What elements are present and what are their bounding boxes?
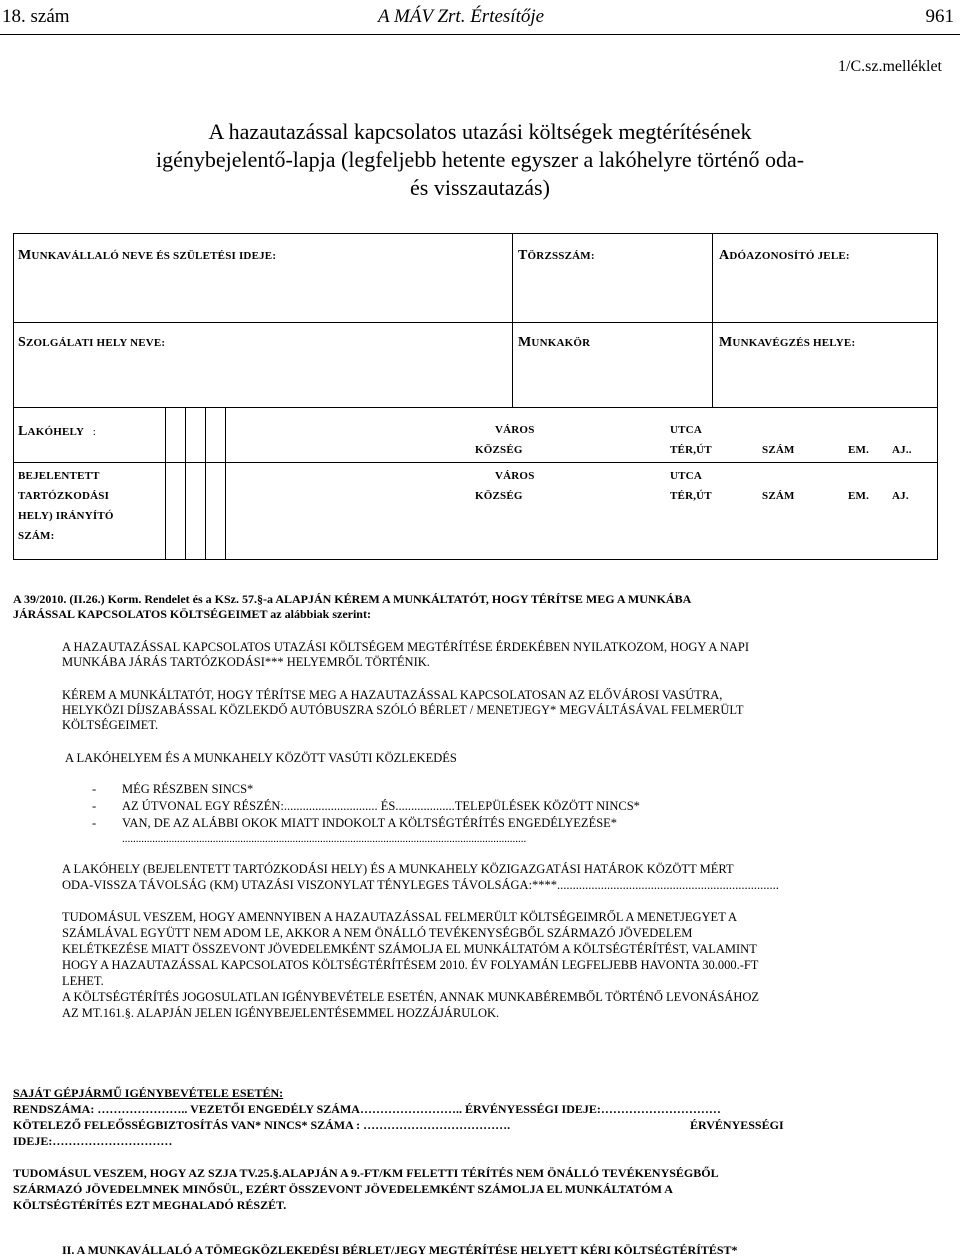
acknowledgement-line-1: TUDOMÁSUL VESZEM, HOGY AMENNYIBEN A HAZAUTAZÁSSAL FELMERÜLT KÖLTSÉGEIMRŐL A MENETJEGYET A (62, 910, 738, 924)
insurance-validity-label: ÉRVÉNYESSÉGI (690, 1118, 784, 1132)
form-title-line-1: A hazautazással kapcsolatos utazási költségek megtérítésének (208, 119, 752, 144)
zip-cell-divider-1 (165, 407, 166, 560)
rail-option-dash-2: - (92, 799, 97, 813)
row-divider-3 (13, 462, 938, 463)
form-title-line-3: és visszautazás) (410, 175, 550, 200)
acknowledgement-line-4: HOGY A HAZAUTAZÁSSAL KAPCSOLATOS KÖLTSÉGTÉRÍTÉSEM 2010. ÉV FOLYAMÁN LEGFELJEBB HAVONTA 30.000.-FT (62, 958, 759, 972)
registry-number-label[interactable]: TÖRZSSZÁM: (518, 248, 595, 263)
zip-cell-divider-2 (185, 407, 186, 560)
registered-address-label-1: BEJELENTETT (18, 470, 100, 482)
employee-data-table (13, 233, 938, 560)
rail-reason-field[interactable]: ................................................................................................................................................... (122, 833, 527, 845)
city-label: VÁROS (495, 424, 535, 436)
residence-label[interactable]: LAKÓHELY : (18, 424, 96, 439)
decree-line-1: A 39/2010. (II.26.) Korm. Rendelet és a KSz. 57.§-a ALAPJÁN KÉREM A MUNKÁLTATÓT, HOGY TÉRÍTSE MEG A MUNKÁBA (13, 592, 692, 606)
zip-cell-divider-4 (225, 407, 226, 560)
insurance-validity-field[interactable]: IDEJE:………………………… (13, 1134, 173, 1148)
floor-label: EM. (848, 444, 870, 456)
col-divider-1 (512, 233, 513, 407)
work-location-label[interactable]: MUNKAVÉGZÉS HELYE: (719, 335, 856, 350)
acknowledgement-line-5: LEHET. (62, 974, 104, 988)
insurance-line[interactable]: KÖTELEZŐ FELEŐSSÉGBIZTOSÍTÁS VAN* NINCS* SZÁMA : ………………………………. (13, 1118, 511, 1132)
szja-notice-line-2: SZÁRMAZÓ JÖVEDELMNEK MINŐSÜL, EZÉRT ÖSSZEVONT JÖVEDELEMKÉNT SZÁMOLJA EL MUNKÁLTATÓM A (13, 1182, 673, 1196)
registered-address-label-3: HELY) IRÁNYÍTÓ (18, 510, 114, 522)
village-label: KÖZSÉG (475, 444, 523, 456)
rail-option-2[interactable]: AZ ÚTVONAL EGY RÉSZÉN:.............................. ÉS...................TELEPÜLÉSEK KÖZÖTT NINCS* (122, 799, 640, 813)
form-title-line-2: igénybejelentő-lapja (legfeljebb hetente egyszer a lakóhelyre történő oda- (155, 147, 805, 172)
request-line-2: HELYKÖZI DÍJSZABÁSSAL KÖZLEKDŐ AUTÓBUSZRA SZÓLÓ BÉRLET / MENETJEGY* MEGVÁLTÁSÁVAL FELMERÜLT (62, 703, 744, 717)
house-number-label-2: SZÁM (762, 490, 795, 502)
request-line-3: KÖLTSÉGEIMET. (62, 718, 159, 732)
door-label: AJ.. (892, 444, 912, 456)
rail-transport-heading: A LAKÓHELYEM ÉS A MUNKAHELY KÖZÖTT VASÚTI KÖZLEKEDÉS (65, 751, 457, 765)
house-number-label: SZÁM (762, 444, 795, 456)
rail-option-dash-3: - (92, 816, 97, 830)
szja-notice-line-3: KÖLTSÉGTÉRÍTÉS EZT MEGHALADÓ RÉSZÉT. (13, 1198, 287, 1212)
decree-line-2: JÁRÁSSAL KAPCSOLATOS KÖLTSÉGEIMET az alábbiak szerint: (13, 607, 371, 621)
row-divider-1 (13, 322, 938, 323)
acknowledgement-line-3: KELÉTKEZÉSE MIATT ÖSSZEVONT JÖVEDELEMKÉNT SZÁMOLJA EL MUNKÁLTATÓM A KÖLTSÉGTÉRÍTÉST, VALAMINT (62, 942, 757, 956)
door-label-2: AJ. (892, 490, 909, 502)
journal-title: A MÁV Zrt. Értesítője (378, 6, 545, 27)
job-title-label[interactable]: MUNKAKÖR (518, 335, 591, 350)
zip-cell-divider-3 (205, 407, 206, 560)
distance-line-2[interactable]: ODA-VISSZA TÁVOLSÁG (KM) UTAZÁSI VISZONYLAT TÉNYLEGES TÁVOLSÁGA:****....................................................................... (62, 878, 779, 892)
tax-id-label[interactable]: ADÓAZONOSÍTÓ JELE: (719, 248, 850, 263)
acknowledgement-line-7: AZ MT.161.§. ALAPJÁN JELEN IGÉNYBEJELENTÉSEMMEL HOZZÁJÁRULOK. (62, 1006, 500, 1020)
distance-line-1: A LAKÓHELY (BEJELENTETT TARTÓZKODÁSI HELY) ÉS A MUNKAHELY KÖZIGAZGATÁSI HATÁROK KÖZÖTT MÉRT (62, 862, 734, 876)
annex-label: 1/C.sz.melléklet (838, 58, 942, 75)
village-label-2: KÖZSÉG (475, 490, 523, 502)
rail-option-dash-1: - (92, 782, 97, 796)
floor-label-2: EM. (848, 490, 870, 502)
declaration-line-2: MUNKÁBA JÁRÁS TARTÓZKODÁSI*** HELYEMRŐL TÖRTÉNIK. (62, 655, 430, 669)
col-divider-2 (712, 233, 713, 407)
section-ii-heading: II. A MUNKAVÁLLALÓ A TÖMEGKÖZLEKEDÉSI BÉRLET/JEGY MEGTÉRÍTÉSE HELYETT KÉRI KÖLTSÉGTÉRÍTÉST* (62, 1243, 738, 1257)
row-divider-2 (13, 407, 938, 408)
rail-option-3[interactable]: VAN, DE AZ ALÁBBI OKOK MIATT INDOKOLT A KÖLTSÉGTÉRÍTÉS ENGEDÉLYEZÉSE* (122, 816, 618, 830)
declaration-line-1: A HAZAUTAZÁSSAL KAPCSOLATOS UTAZÁSI KÖLTSÉGEM MEGTÉRÍTÉSE ÉRDEKÉBEN NYILATKOZOM, HOGY A NAPI (62, 640, 750, 654)
header-rule (0, 34, 960, 35)
acknowledgement-line-6: A KÖLTSÉGTÉRÍTÉS JOGOSULATLAN IGÉNYBEVÉTELE ESETÉN, ANNAK MUNKABÉREMBŐL TÖRTÉNŐ LEVONÁSÁHOZ (62, 990, 760, 1004)
city-label-2: VÁROS (495, 470, 535, 482)
street-label: UTCA (670, 424, 702, 436)
own-vehicle-heading: SAJÁT GÉPJÁRMŰ IGÉNYBEVÉTELE ESETÉN: (13, 1086, 284, 1100)
request-line-1: KÉREM A MUNKÁLTATÓT, HOGY TÉRÍTSE MEG A HAZAUTAZÁSSAL KAPCSOLATOSAN AZ ELŐVÁROSI VASÚTRA, (62, 688, 723, 702)
vehicle-registration-line[interactable]: RENDSZÁMA: ………………….. VEZETŐI ENGEDÉLY SZÁMA…………………….. ÉRVÉNYESSÉGI IDEJE:………………………… (13, 1102, 721, 1116)
page-number: 961 (925, 6, 954, 27)
registered-address-label-4: SZÁM: (18, 530, 55, 542)
rail-option-1[interactable]: MÉG RÉSZBEN SINCS* (122, 782, 254, 796)
szja-notice-line-1: TUDOMÁSUL VESZEM, HOGY AZ SZJA TV.25.§.ALAPJÁN A 9.-FT/KM FELETTI TÉRÍTÉS NEM ÖNÁLLÓ TEVÉKENYSÉGBŐL (13, 1166, 719, 1180)
acknowledgement-line-2: SZÁMLÁVAL EGYÜTT NEM ADOM LE, AKKOR A NEM ÖNÁLLÓ TEVÉKENYSÉGBŐL SZÁRMAZÓ JÖVEDELEM (62, 926, 693, 940)
employee-name-birth-label[interactable]: MUNKAVÁLLALÓ NEVE ÉS SZÜLETÉSI IDEJE: (18, 248, 277, 263)
workplace-name-label[interactable]: SZOLGÁLATI HELY NEVE: (18, 335, 166, 350)
issue-number: 18. szám (2, 6, 70, 27)
street-label-2: UTCA (670, 470, 702, 482)
square-road-label: TÉR,ÚT (670, 444, 712, 456)
square-road-label-2: TÉR,ÚT (670, 490, 712, 502)
registered-address-label-2: TARTÓZKODÁSI (18, 490, 110, 502)
